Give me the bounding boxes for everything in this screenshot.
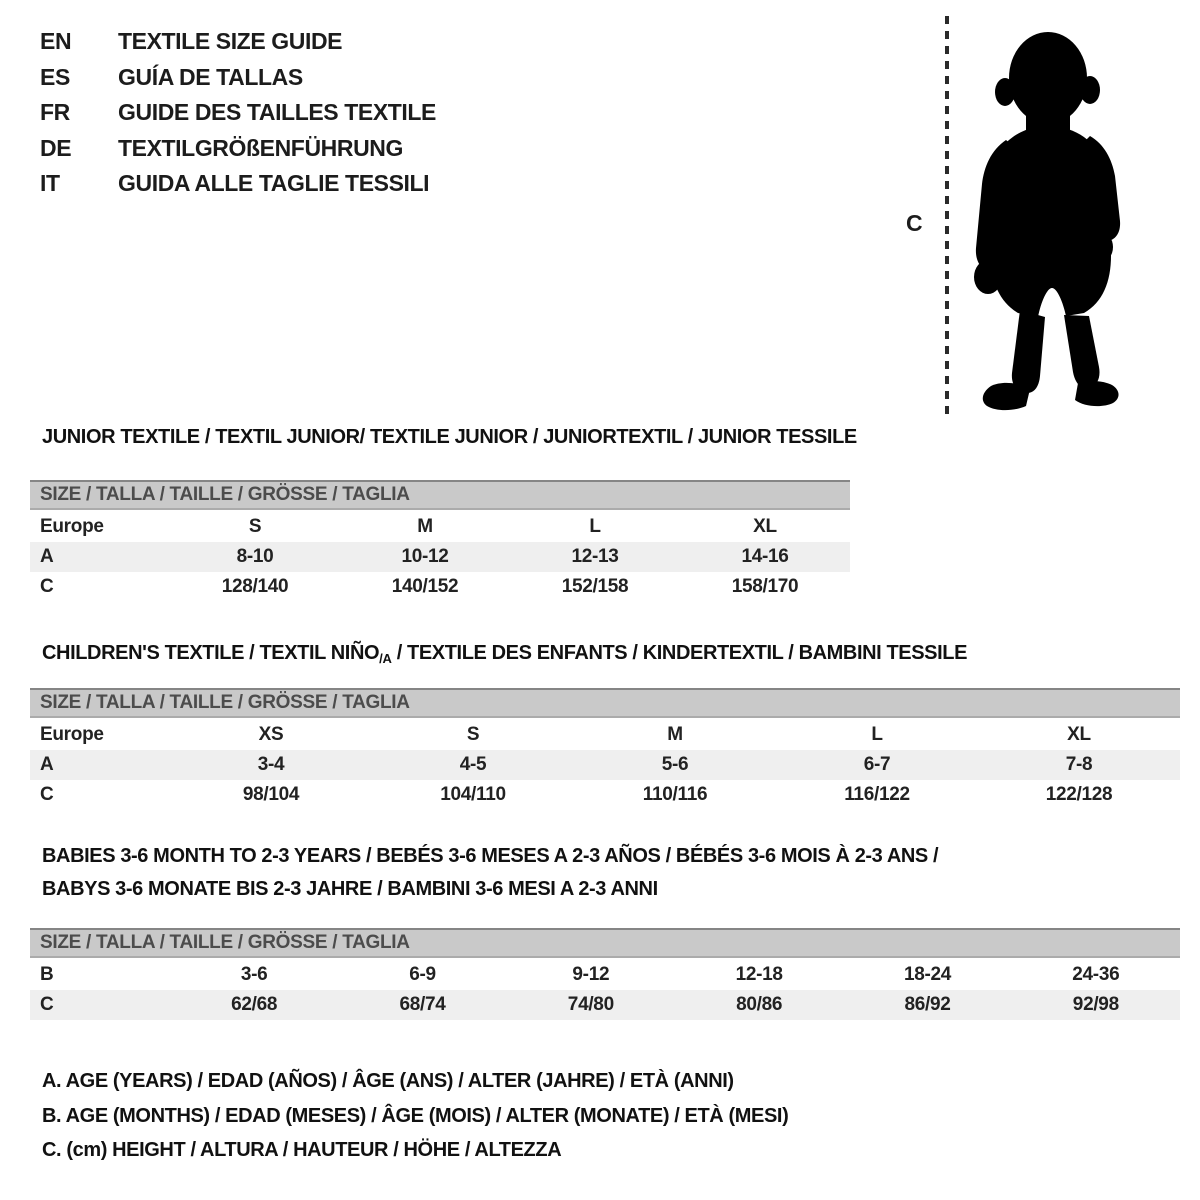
size-header-bar: SIZE / TALLA / TAILLE / GRÖSSE / TAGLIA xyxy=(30,928,1180,958)
size-cell: L xyxy=(589,516,601,537)
babies-title-line1: BABIES 3-6 MONTH TO 2-3 YEARS / BEBÉS 3-6 MESES A 2-3 AÑOS / BÉBÉS 3-6 MOIS À 2-3 ANS / xyxy=(42,845,939,867)
guide-title-fr: GUIDE DES TAILLES TEXTILE xyxy=(118,99,436,125)
table-row-age xyxy=(30,750,1180,780)
row-label: B xyxy=(40,964,54,985)
children-title-subscript: /A xyxy=(379,651,392,666)
language-code: FR xyxy=(40,99,70,125)
language-code: DE xyxy=(40,134,72,161)
height-cell: 68/74 xyxy=(399,994,446,1015)
height-cell: 128/140 xyxy=(221,576,289,597)
size-header-bar: SIZE / TALLA / TAILLE / GRÖSSE / TAGLIA xyxy=(30,480,850,510)
children-title-post: / TEXTILE DES ENFANTS / KINDERTEXTIL / BAMBINI TESSILE xyxy=(391,642,968,664)
height-cell: 80/86 xyxy=(736,994,783,1015)
age-cell: 7-8 xyxy=(1065,754,1093,775)
guide-title-it: GUIDA ALLE TAGLIE TESSILI xyxy=(118,170,430,196)
children-size-table xyxy=(30,688,1180,810)
language-row-it xyxy=(40,166,436,202)
height-cell: 110/116 xyxy=(642,784,708,805)
row-label: Europe xyxy=(40,724,104,745)
age-cell: 6-7 xyxy=(863,754,891,775)
language-row-es xyxy=(40,60,436,96)
age-cell: 8-10 xyxy=(236,546,274,567)
size-cell: L xyxy=(871,724,883,745)
children-section-title xyxy=(42,642,967,666)
toddler-silhouette-icon xyxy=(960,24,1142,422)
language-row-de xyxy=(40,131,436,167)
junior-size-table xyxy=(30,480,850,602)
size-header-bar: SIZE / TALLA / TAILLE / GRÖSSE / TAGLIA xyxy=(30,688,1180,718)
age-cell: 4-5 xyxy=(459,754,487,775)
row-label: C xyxy=(40,576,54,597)
height-measure-dashed-line xyxy=(945,16,949,416)
height-cell: 140/152 xyxy=(391,576,459,597)
height-cell: 116/122 xyxy=(844,784,910,805)
guide-title-de: TEXTILGRÖßENFÜHRUNG xyxy=(118,134,403,161)
age-cell: 9-12 xyxy=(572,964,610,985)
table-row-europe xyxy=(30,720,1180,750)
height-cell: 152/158 xyxy=(561,576,629,597)
height-cell: 122/128 xyxy=(1045,784,1113,805)
legend-line-a: A. AGE (YEARS) / EDAD (AÑOS) / ÂGE (ANS) / ALTER (JAHRE) / ETÀ (ANNI) xyxy=(42,1070,734,1092)
height-measure-label: C xyxy=(906,210,923,236)
height-cell: 158/170 xyxy=(731,576,799,597)
size-cell: S xyxy=(248,516,262,537)
junior-section-title: JUNIOR TEXTILE / TEXTIL JUNIOR/ TEXTILE JUNIOR / JUNIORTEXTIL / JUNIOR TESSILE xyxy=(42,426,857,448)
age-cell: 12-18 xyxy=(735,964,783,985)
age-cell: 24-36 xyxy=(1072,964,1120,985)
size-cell: M xyxy=(667,724,683,745)
size-cell: XS xyxy=(258,724,284,745)
language-row-fr xyxy=(40,95,436,131)
age-cell: 6-9 xyxy=(409,964,436,985)
row-label: Europe xyxy=(40,516,104,537)
table-row-age xyxy=(30,542,850,572)
language-code: IT xyxy=(40,170,60,196)
language-code: EN xyxy=(40,28,72,54)
table-row-height xyxy=(30,780,1180,810)
table-row-age-months xyxy=(30,960,1180,990)
age-cell: 3-4 xyxy=(257,754,285,775)
row-label: A xyxy=(40,754,54,775)
language-row-en xyxy=(40,24,436,60)
size-cell: XL xyxy=(753,516,777,537)
legend-line-c: C. (cm) HEIGHT / ALTURA / HAUTEUR / HÖHE / ALTEZZA xyxy=(42,1139,562,1161)
age-cell: 14-16 xyxy=(741,546,789,567)
row-label: A xyxy=(40,546,54,567)
legend xyxy=(42,1064,788,1168)
height-cell: 104/110 xyxy=(440,784,506,805)
table-row-height xyxy=(30,572,850,602)
size-cell: XL xyxy=(1067,724,1091,745)
row-label: C xyxy=(40,994,54,1015)
table-row-height xyxy=(30,990,1180,1020)
height-cell: 62/68 xyxy=(231,994,278,1015)
legend-line-b: B. AGE (MONTHS) / EDAD (MESES) / ÂGE (MOIS) / ALTER (MONATE) / ETÀ (MESI) xyxy=(42,1104,789,1127)
age-cell: 10-12 xyxy=(401,546,449,567)
height-cell: 98/104 xyxy=(242,784,300,805)
age-cell: 5-6 xyxy=(661,754,689,775)
table-row-europe xyxy=(30,512,850,542)
size-cell: M xyxy=(417,516,433,537)
height-cell: 86/92 xyxy=(904,994,951,1015)
height-cell: 74/80 xyxy=(567,994,614,1015)
row-label: C xyxy=(40,784,54,805)
language-title-list xyxy=(40,24,436,202)
language-code: ES xyxy=(40,63,70,90)
age-cell: 18-24 xyxy=(903,964,952,985)
children-title-pre: CHILDREN'S TEXTILE / TEXTIL NIÑO xyxy=(42,642,380,664)
height-cell: 92/98 xyxy=(1072,994,1119,1015)
size-cell: S xyxy=(466,724,480,745)
age-cell: 3-6 xyxy=(240,964,268,985)
babies-title-line2: BABYS 3-6 MONATE BIS 2-3 JAHRE / BAMBINI 3-6 MESI A 2-3 ANNI xyxy=(42,878,658,900)
babies-section-title xyxy=(42,840,938,906)
age-cell: 12-13 xyxy=(571,546,619,567)
guide-title-es: GUÍA DE TALLAS xyxy=(118,63,303,90)
guide-title-en: TEXTILE SIZE GUIDE xyxy=(118,28,343,54)
babies-size-table xyxy=(30,928,1180,1020)
